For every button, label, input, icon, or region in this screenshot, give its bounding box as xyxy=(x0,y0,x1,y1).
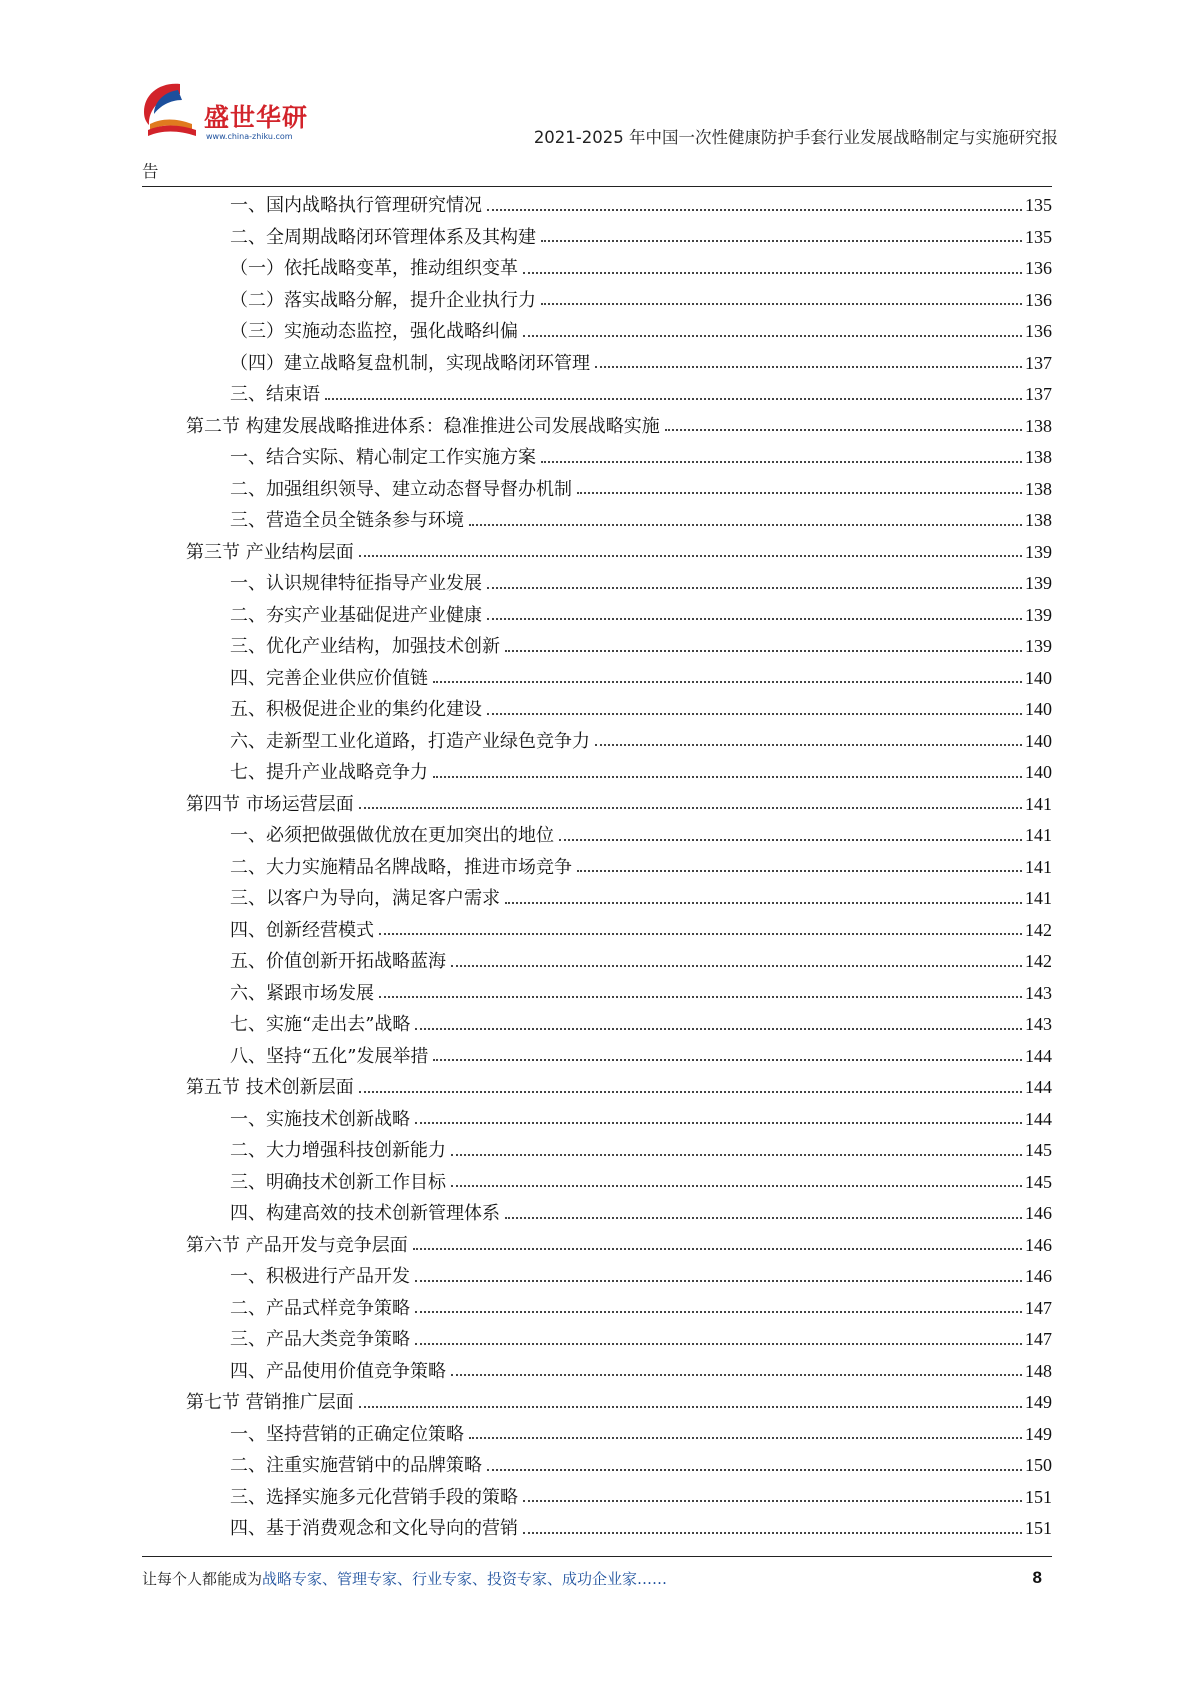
toc-entry-title: 二、产品式样竞争策略 xyxy=(230,1297,410,1319)
toc-dot-leader xyxy=(505,1217,1022,1219)
toc-dot-leader xyxy=(359,555,1022,557)
toc-entry-title: 第四节 市场运营层面 xyxy=(186,793,354,815)
toc-page-number: 141 xyxy=(1025,856,1052,877)
toc-page-number: 144 xyxy=(1025,1077,1052,1097)
toc-dot-leader xyxy=(523,1532,1022,1534)
toc-dot-leader xyxy=(595,366,1022,368)
toc-section-entry[interactable] xyxy=(186,789,1052,821)
toc-dot-leader xyxy=(523,272,1022,274)
toc-section-entry[interactable] xyxy=(186,537,1052,569)
toc-dot-leader xyxy=(541,240,1022,242)
toc-page-number: 143 xyxy=(1025,982,1052,1003)
toc-page-number: 141 xyxy=(1025,888,1052,908)
toc-page-number: 136 xyxy=(1025,289,1052,310)
toc-dot-leader xyxy=(541,461,1022,463)
toc-subsection-entry[interactable] xyxy=(186,1293,1052,1325)
toc-page-number: 136 xyxy=(1025,258,1052,278)
toc-subsection-entry[interactable] xyxy=(186,757,1052,789)
toc-entry-title: 五、积极促进企业的集约化建设 xyxy=(230,699,482,720)
toc-subsection-entry[interactable] xyxy=(186,852,1052,884)
toc-entry-title: 第五节 技术创新层面 xyxy=(186,1077,354,1098)
report-title-continuation: 告 xyxy=(142,162,159,181)
toc-entry-title: 四、创新经营模式 xyxy=(230,919,374,941)
toc-subsection-entry[interactable] xyxy=(186,190,1052,222)
toc-entry-title: 一、结合实际、精心制定工作实施方案 xyxy=(230,447,536,468)
toc-subsection-entry[interactable] xyxy=(186,253,1052,285)
toc-dot-leader xyxy=(451,1154,1022,1156)
toc-entry-title: 二、加强组织领导、建立动态督导督办机制 xyxy=(230,478,572,500)
toc-page-number: 145 xyxy=(1025,1140,1052,1160)
toc-subsection-entry[interactable] xyxy=(186,379,1052,411)
toc-subsection-entry[interactable] xyxy=(186,285,1052,317)
toc-page-number: 138 xyxy=(1025,478,1052,499)
toc-dot-leader xyxy=(487,618,1022,620)
footer-divider xyxy=(142,1556,1052,1557)
toc-subsection-entry[interactable] xyxy=(186,883,1052,915)
toc-subsection-entry[interactable] xyxy=(186,222,1052,254)
header-divider xyxy=(142,186,1052,187)
toc-entry-title: 四、基于消费观念和文化导向的营销 xyxy=(230,1518,518,1539)
toc-entry-title: 三、选择实施多元化营销手段的策略 xyxy=(230,1486,518,1508)
toc-page-number: 138 xyxy=(1025,415,1052,436)
toc-dot-leader xyxy=(415,1280,1022,1282)
toc-page-number: 147 xyxy=(1025,1329,1052,1349)
toc-subsection-entry[interactable] xyxy=(186,568,1052,600)
toc-entry-title: 四、构建高效的技术创新管理体系 xyxy=(230,1203,500,1224)
toc-entry-title: 三、营造全员全链条参与环境 xyxy=(230,510,464,531)
toc-subsection-entry[interactable] xyxy=(186,1041,1052,1073)
toc-subsection-entry[interactable] xyxy=(186,348,1052,380)
toc-entry-title: 一、国内战略执行管理研究情况 xyxy=(230,195,482,216)
toc-page-number: 143 xyxy=(1025,1014,1052,1034)
toc-page-number: 145 xyxy=(1025,1171,1052,1192)
toc-dot-leader xyxy=(577,870,1022,872)
toc-dot-leader xyxy=(379,996,1022,998)
toc-page-number: 140 xyxy=(1025,762,1052,782)
toc-entry-title: 七、提升产业战略竞争力 xyxy=(230,762,428,783)
toc-page-number: 139 xyxy=(1025,604,1052,625)
toc-page-number: 149 xyxy=(1025,1423,1052,1444)
toc-dot-leader xyxy=(469,1437,1022,1439)
toc-subsection-entry[interactable] xyxy=(186,1450,1052,1482)
toc-entry-title: 二、夯实产业基础促进产业健康 xyxy=(230,604,482,626)
footer-slogan: 让每个人都能成为 xyxy=(142,1570,263,1588)
toc-page-number: 136 xyxy=(1025,321,1052,341)
toc-dot-leader xyxy=(451,1185,1022,1187)
toc-entry-title: 第七节 营销推广层面 xyxy=(186,1392,354,1413)
toc-page-number: 139 xyxy=(1025,541,1052,562)
toc-dot-leader xyxy=(433,1059,1022,1061)
toc-entry-title: 一、坚持营销的正确定位策略 xyxy=(230,1423,464,1445)
table-of-contents xyxy=(186,190,1052,1545)
logo-name: 盛世华研 xyxy=(204,103,309,132)
toc-subsection-entry[interactable] xyxy=(186,1198,1052,1230)
toc-subsection-entry[interactable] xyxy=(186,600,1052,632)
toc-entry-title: 八、坚持“五化”发展举措 xyxy=(230,1045,429,1067)
toc-section-entry[interactable] xyxy=(186,1230,1052,1262)
toc-entry-title: （二）落实战略分解，提升企业执行力 xyxy=(230,289,536,311)
toc-subsection-entry[interactable] xyxy=(186,1482,1052,1514)
toc-subsection-entry[interactable] xyxy=(186,1104,1052,1136)
toc-dot-leader xyxy=(415,1311,1022,1313)
toc-dot-leader xyxy=(487,1469,1022,1471)
toc-page-number: 138 xyxy=(1025,447,1052,467)
report-title: 2021-2025 年中国一次性健康防护手套行业发展战略制定与实施研究报 xyxy=(533,128,1058,147)
toc-entry-title: 四、完善企业供应价值链 xyxy=(230,667,428,689)
toc-dot-leader xyxy=(415,1028,1022,1030)
toc-dot-leader xyxy=(451,965,1022,967)
toc-dot-leader xyxy=(505,902,1022,904)
toc-subsection-entry[interactable] xyxy=(186,1261,1052,1293)
toc-page-number: 141 xyxy=(1025,825,1052,845)
toc-entry-title: 一、认识规律特征指导产业发展 xyxy=(230,573,482,594)
toc-dot-leader xyxy=(325,398,1022,400)
toc-entry-title: 三、明确技术创新工作目标 xyxy=(230,1171,446,1193)
toc-subsection-entry[interactable] xyxy=(186,1356,1052,1388)
toc-dot-leader xyxy=(559,839,1022,841)
toc-page-number: 135 xyxy=(1025,226,1052,247)
toc-dot-leader xyxy=(595,744,1022,746)
toc-dot-leader xyxy=(469,524,1022,526)
toc-dot-leader xyxy=(433,776,1022,778)
toc-page-number: 149 xyxy=(1025,1392,1052,1412)
toc-dot-leader xyxy=(665,429,1022,431)
toc-dot-leader xyxy=(359,1091,1022,1093)
toc-dot-leader xyxy=(413,1248,1022,1250)
toc-page-number: 141 xyxy=(1025,793,1052,814)
toc-page-number: 146 xyxy=(1025,1234,1052,1255)
toc-page-number: 140 xyxy=(1025,667,1052,688)
toc-page-number: 140 xyxy=(1025,730,1052,751)
toc-entry-title: 三、优化产业结构，加强技术创新 xyxy=(230,636,500,657)
toc-dot-leader xyxy=(379,933,1022,935)
footer-roles: 战略专家、管理专家、行业专家、投资专家、成功企业家…… xyxy=(262,1570,668,1588)
toc-dot-leader xyxy=(433,681,1022,683)
toc-entry-title: 第二节 构建发展战略推进体系：稳准推进公司发展战略实施 xyxy=(186,415,660,437)
toc-page-number: 151 xyxy=(1025,1518,1052,1538)
toc-entry-title: 五、价值创新开拓战略蓝海 xyxy=(230,951,446,972)
toc-subsection-entry[interactable] xyxy=(186,474,1052,506)
toc-entry-title: 二、大力增强科技创新能力 xyxy=(230,1140,446,1161)
toc-subsection-entry[interactable] xyxy=(186,1167,1052,1199)
toc-subsection-entry[interactable] xyxy=(186,1324,1052,1356)
toc-dot-leader xyxy=(523,335,1022,337)
toc-page-number: 140 xyxy=(1025,699,1052,719)
toc-subsection-entry[interactable] xyxy=(186,978,1052,1010)
toc-dot-leader xyxy=(523,1500,1022,1502)
toc-subsection-entry[interactable] xyxy=(186,946,1052,978)
toc-entry-title: 二、大力实施精品名牌战略，推进市场竞争 xyxy=(230,856,572,878)
toc-page-number: 147 xyxy=(1025,1297,1052,1318)
toc-page-number: 135 xyxy=(1025,195,1052,215)
toc-entry-title: 一、必须把做强做优放在更加突出的地位 xyxy=(230,825,554,846)
toc-subsection-entry[interactable] xyxy=(186,1009,1052,1041)
toc-entry-title: 六、紧跟市场发展 xyxy=(230,982,374,1004)
logo-url: www.china-zhiku.com xyxy=(206,132,293,141)
toc-dot-leader xyxy=(487,209,1022,211)
toc-page-number: 138 xyxy=(1025,510,1052,530)
toc-page-number: 144 xyxy=(1025,1108,1052,1129)
toc-dot-leader xyxy=(451,1374,1022,1376)
toc-page-number: 137 xyxy=(1025,352,1052,373)
toc-entry-title: 七、实施“走出去”战略 xyxy=(230,1014,411,1035)
toc-page-number: 139 xyxy=(1025,573,1052,593)
toc-page-number: 139 xyxy=(1025,636,1052,656)
toc-subsection-entry[interactable] xyxy=(186,694,1052,726)
toc-subsection-entry[interactable] xyxy=(186,726,1052,758)
toc-subsection-entry[interactable] xyxy=(186,631,1052,663)
toc-page-number: 142 xyxy=(1025,951,1052,971)
toc-entry-title: 三、以客户为导向，满足客户需求 xyxy=(230,888,500,909)
toc-entry-title: 一、积极进行产品开发 xyxy=(230,1266,410,1287)
toc-dot-leader xyxy=(487,713,1022,715)
toc-entry-title: （四）建立战略复盘机制，实现战略闭环管理 xyxy=(230,352,590,374)
toc-page-number: 146 xyxy=(1025,1203,1052,1223)
toc-section-entry[interactable] xyxy=(186,411,1052,443)
page-number: 8 xyxy=(1032,1568,1042,1587)
toc-entry-title: 四、产品使用价值竞争策略 xyxy=(230,1360,446,1382)
toc-page-number: 146 xyxy=(1025,1266,1052,1286)
toc-entry-title: 六、走新型工业化道路，打造产业绿色竞争力 xyxy=(230,730,590,752)
toc-page-number: 144 xyxy=(1025,1045,1052,1066)
toc-entry-title: （三）实施动态监控，强化战略纠偏 xyxy=(230,321,518,342)
toc-entry-title: （一）依托战略变革，推动组织变革 xyxy=(230,258,518,279)
toc-page-number: 151 xyxy=(1025,1486,1052,1507)
toc-subsection-entry[interactable] xyxy=(186,442,1052,474)
toc-subsection-entry[interactable] xyxy=(186,663,1052,695)
toc-section-entry[interactable] xyxy=(186,1387,1052,1419)
toc-dot-leader xyxy=(487,587,1022,589)
toc-dot-leader xyxy=(415,1122,1022,1124)
toc-page-number: 148 xyxy=(1025,1360,1052,1381)
toc-dot-leader xyxy=(505,650,1022,652)
toc-entry-title: 三、结束语 xyxy=(230,384,320,405)
toc-page-number: 137 xyxy=(1025,384,1052,404)
toc-entry-title: 一、实施技术创新战略 xyxy=(230,1108,410,1130)
toc-dot-leader xyxy=(577,492,1022,494)
toc-page-number: 150 xyxy=(1025,1455,1052,1475)
toc-subsection-entry[interactable] xyxy=(186,1513,1052,1545)
toc-page-number: 142 xyxy=(1025,919,1052,940)
toc-dot-leader xyxy=(415,1343,1022,1345)
toc-subsection-entry[interactable] xyxy=(186,1135,1052,1167)
toc-dot-leader xyxy=(359,807,1022,809)
toc-subsection-entry[interactable] xyxy=(186,505,1052,537)
toc-entry-title: 三、产品大类竞争策略 xyxy=(230,1329,410,1350)
toc-subsection-entry[interactable] xyxy=(186,316,1052,348)
toc-subsection-entry[interactable] xyxy=(186,820,1052,852)
toc-entry-title: 二、全周期战略闭环管理体系及其构建 xyxy=(230,226,536,248)
toc-entry-title: 第三节 产业结构层面 xyxy=(186,541,354,563)
toc-dot-leader xyxy=(359,1406,1022,1408)
toc-dot-leader xyxy=(541,303,1022,305)
toc-entry-title: 二、注重实施营销中的品牌策略 xyxy=(230,1455,482,1476)
toc-subsection-entry[interactable] xyxy=(186,1419,1052,1451)
toc-section-entry[interactable] xyxy=(186,1072,1052,1104)
toc-entry-title: 第六节 产品开发与竞争层面 xyxy=(186,1234,408,1256)
page-footer xyxy=(142,1568,1042,1589)
toc-subsection-entry[interactable] xyxy=(186,915,1052,947)
